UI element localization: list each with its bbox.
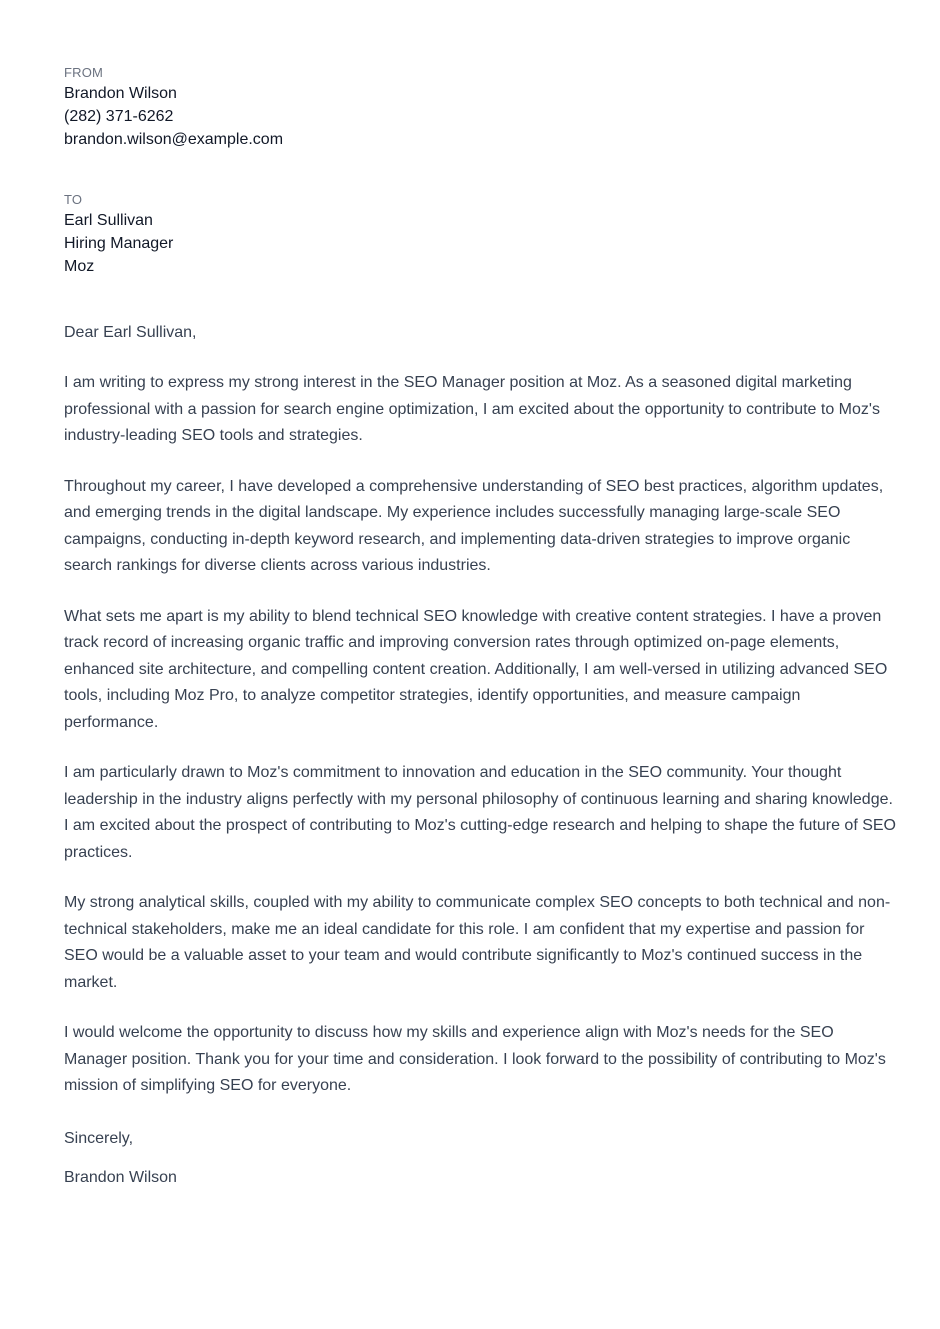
recipient-name: Earl Sullivan — [64, 212, 153, 229]
body-paragraph: I am particularly drawn to Moz's commitment to innovation and education in the SEO community. Your thought leadership in the industry aligns perfectly with my personal philosophy of continuous learning and sharing knowledge. I am excited about the prospect of contributing to Moz's cutting-edge research and helping to shape the future of SEO practices. — [64, 764, 896, 861]
to-label: TO — [64, 192, 83, 207]
closing: Sincerely, — [64, 1130, 134, 1147]
salutation: Dear Earl Sullivan, — [64, 324, 197, 341]
body-paragraph: My strong analytical skills, coupled with my ability to communicate complex SEO concepts to both technical and non-technical stakeholders, make me an ideal candidate for this role. I am confident that my expertise and passion for SEO would be a valuable asset to your team and would contribute significantly to Moz's continued success in the market. — [64, 894, 891, 991]
sender-email: brandon.wilson@example.com — [64, 131, 284, 148]
recipient-title: Hiring Manager — [64, 235, 174, 252]
sender-phone: (282) 371-6262 — [64, 108, 174, 125]
body-paragraph: Throughout my career, I have developed a comprehensive understanding of SEO best practices, algorithm updates, and emerging trends in the digital landscape. My experience includes successfully managing large-scale SEO campaigns, conducting in-depth keyword research, and implementing data-driven strategies to improve organic search rankings for diverse clients across various industries. — [64, 477, 884, 574]
sender-block — [64, 64, 283, 151]
recipient-company: Moz — [64, 258, 95, 275]
recipient-block — [64, 191, 173, 278]
body-paragraph: I am writing to express my strong interest in the SEO Manager position at Moz. As a seasoned digital marketing professional with a passion for search engine optimization, I am excited about the opportunity to contribute to Moz's industry-leading SEO tools and strategies. — [64, 374, 880, 444]
letter-body — [64, 370, 896, 1124]
sender-name: Brandon Wilson — [64, 85, 177, 102]
body-paragraph: I would welcome the opportunity to discuss how my skills and experience align with Moz's needs for the SEO Manager position. Thank you for your time and consideration. I look forward to the possibility of contributing to Moz's mission of simplifying SEO for everyone. — [64, 1024, 886, 1094]
from-label: FROM — [64, 65, 104, 80]
body-paragraph: What sets me apart is my ability to blend technical SEO knowledge with creative content strategies. I have a proven track record of increasing organic traffic and improving conversion rates through optimized on-page elements, enhanced site architecture, and compelling content creation. Additionally, I am well-versed in utilizing advanced SEO tools, including Moz Pro, to analyze competitor strategies, identify opportunities, and measure campaign performance. — [64, 607, 888, 731]
signature: Brandon Wilson — [64, 1169, 177, 1186]
